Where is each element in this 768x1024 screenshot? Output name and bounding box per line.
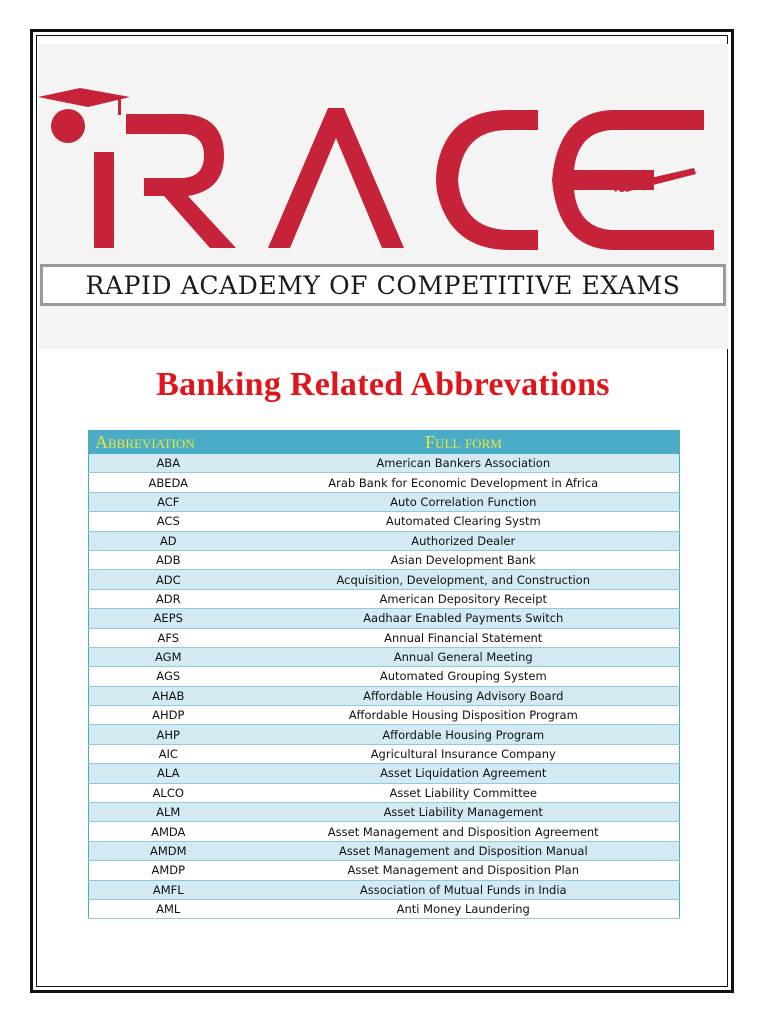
table-row — [89, 492, 680, 511]
table-row — [89, 550, 680, 569]
logo-tagline-box — [40, 264, 726, 306]
table-row — [89, 841, 680, 860]
abbreviation-cell: ALCO — [89, 783, 248, 802]
table-row — [89, 744, 680, 763]
table-body — [89, 454, 680, 919]
abbreviation-cell: AHDP — [89, 706, 248, 725]
full-form-cell: Asset Liability Committee — [248, 783, 680, 802]
abbreviation-cell: AFS — [89, 628, 248, 647]
full-form-cell: Arab Bank for Economic Development in Africa — [248, 473, 680, 492]
table-row — [89, 783, 680, 802]
full-form-cell: American Depository Receipt — [248, 589, 680, 608]
abbreviations-table — [88, 430, 680, 919]
logo-tagline: RAPID ACADEMY OF COMPETITIVE EXAMS — [85, 270, 681, 300]
full-form-cell: Asset Management and Disposition Manual — [248, 841, 680, 860]
table-header-row — [89, 431, 680, 454]
header-full-form: Full form — [248, 431, 680, 454]
full-form-cell: Affordable Housing Disposition Program — [248, 706, 680, 725]
table-row — [89, 803, 680, 822]
table-row — [89, 570, 680, 589]
table-row — [89, 454, 680, 473]
table-row — [89, 628, 680, 647]
table-row — [89, 609, 680, 628]
full-form-cell: Asian Development Bank — [248, 550, 680, 569]
abbreviation-cell: ACF — [89, 492, 248, 511]
abbreviation-cell: ADR — [89, 589, 248, 608]
abbreviation-cell: AGS — [89, 667, 248, 686]
abbreviation-cell: ADC — [89, 570, 248, 589]
abbreviation-cell: AGM — [89, 647, 248, 666]
table-row — [89, 861, 680, 880]
abbreviation-cell: AML — [89, 899, 248, 918]
abbreviation-cell: AHAB — [89, 686, 248, 705]
abbreviation-cell: AMDA — [89, 822, 248, 841]
full-form-cell: Asset Liquidation Agreement — [248, 764, 680, 783]
table-row — [89, 764, 680, 783]
full-form-cell: Asset Management and Disposition Agreement — [248, 822, 680, 841]
table-row — [89, 686, 680, 705]
abbreviation-cell: AHP — [89, 725, 248, 744]
full-form-cell: Automated Clearing Systm — [248, 512, 680, 531]
page-title: Banking Related Abbrevations — [156, 366, 610, 403]
full-form-cell: Agricultural Insurance Company — [248, 744, 680, 763]
graduation-cap-icon — [38, 88, 130, 143]
abbreviation-cell: AMDP — [89, 861, 248, 880]
table-row — [89, 512, 680, 531]
full-form-cell: Anti Money Laundering — [248, 899, 680, 918]
full-form-cell: Annual Financial Statement — [248, 628, 680, 647]
table-row — [89, 822, 680, 841]
table-row — [89, 531, 680, 550]
full-form-cell: Association of Mutual Funds in India — [248, 880, 680, 899]
abbreviation-cell: AEPS — [89, 609, 248, 628]
full-form-cell: Asset Management and Disposition Plan — [248, 861, 680, 880]
full-form-cell: American Bankers Association — [248, 454, 680, 473]
full-form-cell: Affordable Housing Program — [248, 725, 680, 744]
full-form-cell: Asset Liability Management — [248, 803, 680, 822]
full-form-cell: Acquisition, Development, and Construction — [248, 570, 680, 589]
table-row — [89, 473, 680, 492]
table-row — [89, 667, 680, 686]
abbreviation-cell: ACS — [89, 512, 248, 531]
abbreviation-cell: AIC — [89, 744, 248, 763]
abbreviation-cell: ALA — [89, 764, 248, 783]
abbreviation-cell: ADB — [89, 550, 248, 569]
full-form-cell: Aadhaar Enabled Payments Switch — [248, 609, 680, 628]
full-form-cell: Automated Grouping System — [248, 667, 680, 686]
header-abbreviation: Abbreviation — [89, 431, 248, 454]
abbreviation-cell: ALM — [89, 803, 248, 822]
table-row — [89, 589, 680, 608]
full-form-cell: Annual General Meeting — [248, 647, 680, 666]
full-form-cell: Affordable Housing Advisory Board — [248, 686, 680, 705]
abbreviation-cell: AMFL — [89, 880, 248, 899]
abbreviation-cell: AMDM — [89, 841, 248, 860]
table-row — [89, 706, 680, 725]
table-row — [89, 899, 680, 918]
abbreviation-cell: AD — [89, 531, 248, 550]
table-row — [89, 725, 680, 744]
full-form-cell: Authorized Dealer — [248, 531, 680, 550]
abbreviation-cell: ABA — [89, 454, 248, 473]
table-row — [89, 880, 680, 899]
table-row — [89, 647, 680, 666]
full-form-cell: Auto Correlation Function — [248, 492, 680, 511]
abbreviation-cell: ABEDA — [89, 473, 248, 492]
